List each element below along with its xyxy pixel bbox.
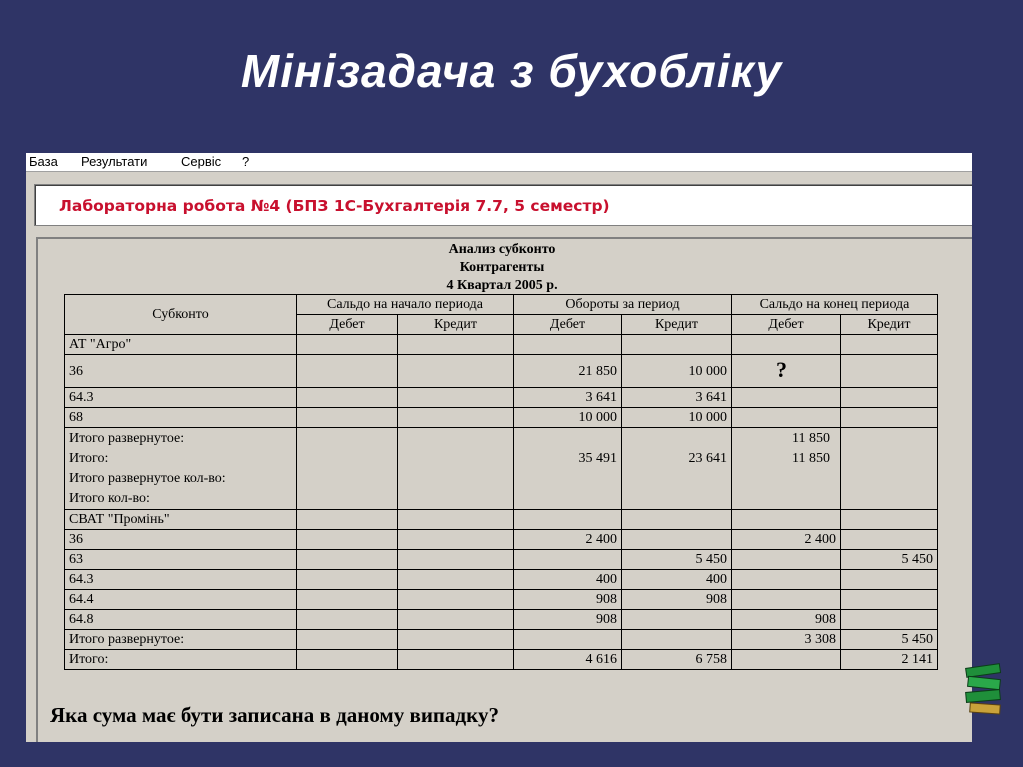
expanded-end-debit: 11 850	[792, 431, 830, 446]
menu-baza[interactable]: База	[29, 154, 58, 169]
col-subkonto: Субконто	[65, 295, 297, 335]
turnover-credit-cell: 400	[622, 570, 732, 590]
header-panel	[34, 184, 972, 226]
col-turnover-debit: Дебет	[514, 315, 622, 335]
account-cell: 63	[65, 550, 297, 570]
total-turnover-credit: 23 641	[688, 451, 727, 466]
label-qty: Итого кол-во:	[69, 491, 150, 506]
col-start-debit: Дебет	[297, 315, 398, 335]
table-row	[65, 408, 938, 428]
account-cell: 64.8	[65, 610, 297, 630]
account-cell: 64.4	[65, 590, 297, 610]
label-total: Итого:	[69, 451, 109, 466]
turnover-credit-cell: 10 000	[622, 408, 732, 428]
col-end-debit: Дебет	[732, 315, 841, 335]
turnover-credit-cell: 5 450	[622, 550, 732, 570]
expanded-end-credit: 5 450	[841, 630, 938, 650]
app-window	[26, 153, 972, 742]
turnover-credit-cell: 10 000	[622, 355, 732, 388]
books-icon	[964, 660, 1004, 720]
slide-title: Мінізадача з бухобліку	[240, 45, 783, 97]
report-heading-1: Анализ субконто	[448, 242, 556, 257]
turnover-debit-cell: 2 400	[514, 530, 622, 550]
end-credit-cell: 5 450	[841, 550, 938, 570]
turnover-credit-cell: 3 641	[622, 388, 732, 408]
turnover-credit-cell: 908	[622, 590, 732, 610]
account-cell: 36	[65, 355, 297, 388]
account-cell: 64.3	[65, 570, 297, 590]
label-expanded: Итого развернутое:	[65, 630, 297, 650]
total-turnover-debit: 4 616	[514, 650, 622, 670]
turnover-debit-cell: 400	[514, 570, 622, 590]
report-heading-3: 4 Квартал 2005 р.	[446, 278, 558, 293]
col-end-balance: Сальдо на конец периода	[732, 295, 938, 315]
expanded-end-debit: 3 308	[732, 630, 841, 650]
report-table	[64, 294, 938, 670]
table-row	[65, 355, 938, 388]
question-text: Яка сума має бути записана в даному випадку?	[50, 703, 499, 727]
total-end-credit: 2 141	[841, 650, 938, 670]
end-debit-cell: 2 400	[732, 530, 841, 550]
label-expanded-qty: Итого развернутое кол-во:	[69, 471, 226, 486]
label-expanded: Итого развернутое:	[69, 431, 185, 446]
col-start-credit: Кредит	[398, 315, 514, 335]
report-panel	[36, 237, 972, 742]
group-name: АТ "Агро"	[65, 335, 297, 355]
label-total: Итого:	[65, 650, 297, 670]
total-end-debit: 11 850	[792, 451, 830, 466]
turnover-debit-cell: 21 850	[514, 355, 622, 388]
turnover-debit-cell: 908	[514, 590, 622, 610]
turnover-debit-cell: 10 000	[514, 408, 622, 428]
table-row	[65, 530, 938, 550]
question-mark: ?	[776, 356, 787, 382]
col-start-balance: Сальдо на начало периода	[297, 295, 514, 315]
totals-row	[65, 650, 938, 670]
table-row	[65, 570, 938, 590]
account-cell: 36	[65, 530, 297, 550]
totals-row	[65, 630, 938, 650]
end-debit-cell: 908	[732, 610, 841, 630]
menubar	[26, 153, 972, 172]
col-turnover: Обороты за период	[514, 295, 732, 315]
total-turnover-debit: 35 491	[578, 451, 617, 466]
table-row	[65, 590, 938, 610]
col-turnover-credit: Кредит	[622, 315, 732, 335]
table-row	[65, 610, 938, 630]
menu-help[interactable]: ?	[242, 154, 250, 169]
totals-row	[65, 428, 938, 510]
total-turnover-credit: 6 758	[622, 650, 732, 670]
lab-title: Лабораторна робота №4 (БПЗ 1С-Бухгалтерія 7.7, 5 семестр)	[59, 197, 610, 215]
totals-labels	[65, 428, 297, 510]
account-cell: 64.3	[65, 388, 297, 408]
menu-service[interactable]: Сервіс	[181, 154, 222, 169]
turnover-debit-cell: 3 641	[514, 388, 622, 408]
report-heading-2: Контрагенты	[459, 260, 545, 275]
menu-results[interactable]: Результати	[81, 154, 148, 169]
group-row	[65, 335, 938, 355]
table-row	[65, 550, 938, 570]
group-row	[65, 510, 938, 530]
table-row	[65, 388, 938, 408]
turnover-debit-cell: 908	[514, 610, 622, 630]
col-end-credit: Кредит	[841, 315, 938, 335]
account-cell: 68	[65, 408, 297, 428]
group-name: СВАТ "Промінь"	[65, 510, 297, 530]
